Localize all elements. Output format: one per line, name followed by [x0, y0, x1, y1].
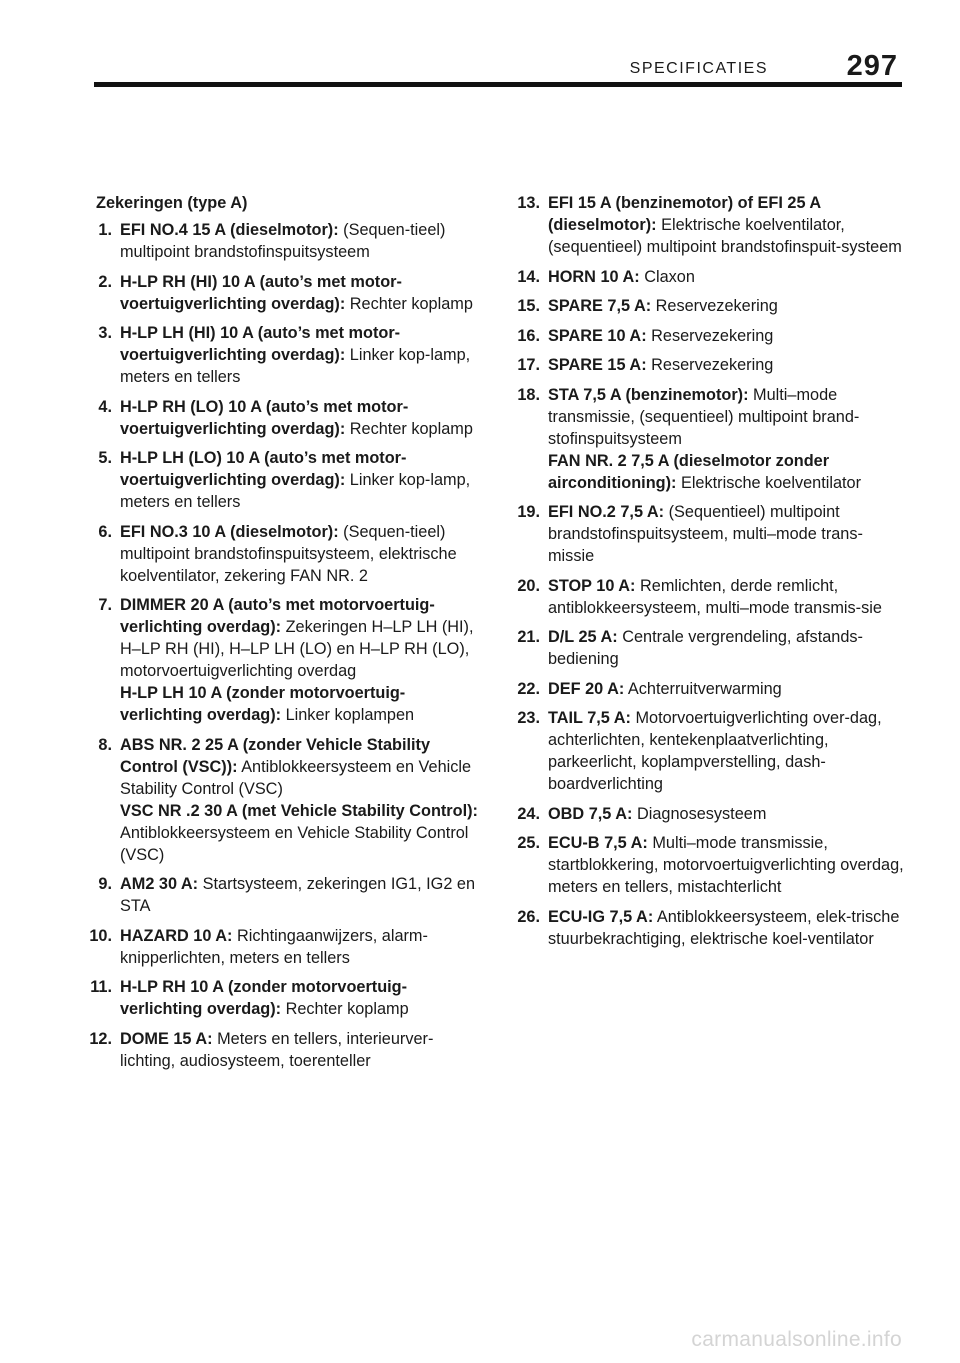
fuse-entry [120, 396, 486, 440]
fuse-label: DOME 15 A: [120, 1029, 213, 1048]
fuse-entry [548, 192, 906, 258]
fuse-item [78, 734, 486, 866]
left-column [78, 192, 486, 1079]
fuse-description: Remlichten, derde remlicht, antiblokkeersysteem, multi–mode transmis-sie [548, 576, 882, 617]
fuse-description: Achterruitverwarming [627, 679, 782, 698]
fuse-description: Rechter koplamp [349, 419, 473, 438]
fuse-number: 9. [98, 875, 112, 893]
list-heading: Zekeringen (type A) [96, 194, 248, 212]
fuse-entry [548, 295, 906, 317]
fuse-number: 12. [89, 1029, 112, 1048]
fuse-label: EFI NO.2 7,5 A: [548, 503, 665, 521]
fuse-item [506, 501, 906, 567]
fuse-label: HAZARD 10 A: [120, 926, 233, 945]
fuse-item [78, 925, 486, 969]
fuse-number: 16. [517, 326, 540, 345]
fuse-number: 1. [98, 221, 112, 239]
fuse-item [78, 396, 486, 440]
fuse-description: Meters en tellers, interieurver-lichting, audiosysteem, toerenteller [120, 1029, 434, 1070]
fuse-description: (Sequen-tieel) multipoint brandstofinspuitsysteem [120, 221, 446, 261]
fuse-item [506, 192, 906, 258]
fuse-entry [120, 1028, 486, 1072]
fuse-label: ABS NR. 2 25 A (zonder Vehicle Stability Control (VSC)): [120, 735, 431, 776]
fuse-number: 18. [517, 385, 540, 404]
fuse-entry [120, 271, 486, 315]
fuse-description: Antiblokkeersysteem, elek-trische stuurbekrachtiging, elektrische koel-ventilator [548, 907, 900, 948]
page-number: 297 [846, 50, 898, 82]
fuse-description: Reservezekering [651, 356, 774, 374]
fuse-list-left [78, 219, 486, 1072]
fuse-label: TAIL 7,5 A: [548, 709, 631, 727]
fuse-description: Linker kop-lamp, meters en tellers [120, 346, 471, 386]
fuse-item [506, 295, 906, 317]
fuse-item [506, 626, 906, 670]
fuse-item [506, 354, 906, 376]
fuse-item [506, 707, 906, 795]
fuse-label: STA 7,5 A (benzinemotor): [548, 385, 749, 404]
fuse-description: Multi–mode transmissie, startblokkering, motorvoertuigverlichting overdag, meters en tellers, mistachterlicht [548, 834, 904, 896]
fuse-description: Rechter koplamp [285, 1000, 409, 1018]
fuse-item [78, 873, 486, 917]
fuse-number: 21. [517, 628, 540, 646]
fuse-description: Startsysteem, zekeringen IG1, IG2 en STA [120, 875, 476, 915]
fuse-number: 2. [98, 272, 112, 291]
fuse-number: 25. [517, 834, 540, 852]
fuse-label: SPARE 7,5 A: [548, 297, 652, 315]
fuse-item [506, 384, 906, 494]
fuse-entry [548, 384, 906, 450]
fuse-label: AM2 30 A: [120, 875, 199, 893]
fuse-number: 14. [517, 267, 540, 286]
fuse-number: 8. [98, 735, 112, 754]
fuse-label: DIMMER 20 A (auto’s met motorvoertuig-verlichting overdag): [120, 596, 435, 636]
fuse-entry [548, 266, 906, 288]
fuse-description: Centrale vergrendeling, afstands-bediening [548, 628, 863, 668]
fuse-entry [548, 450, 906, 494]
fuse-item [78, 976, 486, 1020]
fuse-label: H-LP RH (LO) 10 A (auto’s met motor-voertuigverlichting overdag): [120, 397, 409, 438]
fuse-entry [548, 803, 906, 825]
fuse-entry [120, 734, 486, 800]
fuse-label: STOP 10 A: [548, 576, 636, 595]
fuse-number: 15. [517, 297, 540, 315]
fuse-description: Elektrische koelventilator, (sequentieel) multipoint brandstofinspuit-systeem [548, 216, 902, 256]
fuse-number: 3. [98, 324, 112, 342]
fuse-label: DEF 20 A: [548, 679, 625, 698]
fuse-description: Zekeringen H–LP LH (HI), H–LP RH (HI), H–LP LH (LO) en H–LP RH (LO), motorvoertuigverlichting overdag [120, 618, 474, 680]
fuse-entry [548, 501, 906, 567]
fuse-description: Antiblokkeersysteem en Vehicle Stability Control (VSC) [120, 823, 469, 864]
fuse-entry [120, 873, 486, 917]
fuse-entry [548, 906, 906, 950]
fuse-label: OBD 7,5 A: [548, 804, 633, 823]
fuse-entry [120, 682, 486, 726]
fuse-item [78, 447, 486, 513]
fuse-entry [548, 575, 906, 619]
fuse-label: ECU-IG 7,5 A: [548, 907, 654, 926]
fuse-number: 19. [517, 503, 540, 521]
fuse-item [78, 521, 486, 587]
fuse-number: 6. [98, 522, 112, 541]
fuse-number: 11. [90, 978, 112, 996]
fuse-item [506, 803, 906, 825]
fuse-number: 22. [517, 679, 540, 698]
right-column [506, 192, 906, 957]
fuse-description: (Sequentieel) multipoint brandstofinspuitsysteem, multi–mode trans-missie [548, 503, 863, 565]
fuse-item [78, 322, 486, 388]
fuse-entry [548, 678, 906, 700]
fuse-label: H-LP LH (HI) 10 A (auto’s met motor-voertuigverlichting overdag): [120, 324, 401, 364]
fuse-entry [120, 322, 486, 388]
fuse-number: 23. [517, 709, 540, 727]
fuse-entry [120, 800, 486, 866]
fuse-description: Reservezekering [651, 326, 774, 345]
fuse-item [78, 594, 486, 726]
fuse-description: Elektrische koelventilator [680, 473, 862, 492]
fuse-label: ECU-B 7,5 A: [548, 834, 648, 852]
fuse-description: Diagnosesysteem [636, 804, 767, 823]
fuse-entry [120, 925, 486, 969]
fuse-entry [120, 594, 486, 682]
fuse-item [506, 266, 906, 288]
fuse-list-right [506, 192, 906, 950]
fuse-label: EFI NO.3 10 A (dieselmotor): [120, 522, 339, 541]
fuse-description: Motorvoertuigverlichting over-dag, achterlichten, kentekenplaatverlichting, parkeerlicht, koplampverstelling, dash-boardverlichting [548, 709, 882, 793]
fuse-number: 10. [89, 926, 112, 945]
fuse-entry [548, 325, 906, 347]
fuse-description: Richtingaanwijzers, alarm-knipperlichten, meters en tellers [120, 926, 428, 967]
fuse-label: HORN 10 A: [548, 267, 640, 286]
fuse-label: FAN NR. 2 7,5 A (dieselmotor zonder airconditioning): [548, 451, 830, 492]
fuse-number: 4. [98, 397, 112, 416]
fuse-description: Linker kop-lamp, meters en tellers [120, 471, 471, 511]
fuse-entry [120, 521, 486, 587]
fuse-entry [548, 832, 906, 898]
fuse-number: 13. [517, 194, 540, 212]
fuse-label: H-LP LH 10 A (zonder motorvoertuig-verlichting overdag): [120, 684, 406, 724]
fuse-number: 20. [517, 576, 540, 595]
fuse-label: D/L 25 A: [548, 628, 618, 646]
fuse-item [506, 325, 906, 347]
watermark: carmanualsonline.info [691, 1328, 902, 1351]
fuse-number: 5. [98, 449, 112, 467]
fuse-number: 7. [98, 596, 112, 614]
fuse-label: H-LP LH (LO) 10 A (auto’s met motor-voertuigverlichting overdag): [120, 449, 407, 489]
fuse-label: VSC NR .2 30 A (met Vehicle Stability Control): [120, 801, 478, 820]
fuse-description: Rechter koplamp [349, 294, 473, 313]
fuse-description: Reservezekering [655, 297, 778, 315]
fuse-entry [548, 626, 906, 670]
fuse-entry [120, 976, 486, 1020]
fuse-item [78, 271, 486, 315]
fuse-number: 24. [517, 804, 540, 823]
fuse-number: 26. [517, 907, 540, 926]
page-header [0, 0, 960, 100]
fuse-item [506, 575, 906, 619]
fuse-label: H-LP RH (HI) 10 A (auto’s met motor-voertuigverlichting overdag): [120, 272, 402, 313]
header-rule [94, 82, 902, 87]
fuse-item [78, 1028, 486, 1072]
fuse-description: Multi–mode transmissie, (sequentieel) multipoint brand-stofinspuitsysteem [548, 385, 860, 448]
fuse-number: 17. [517, 356, 540, 374]
fuse-entry [120, 219, 486, 263]
fuse-item [506, 906, 906, 950]
fuse-label: SPARE 15 A: [548, 356, 647, 374]
fuse-label: SPARE 10 A: [548, 326, 647, 345]
fuse-description: Claxon [644, 267, 695, 286]
fuse-entry [548, 707, 906, 795]
fuse-label: EFI 15 A (benzinemotor) of EFI 25 A (dieselmotor): [548, 194, 821, 234]
fuse-description: (Sequen-tieel) multipoint brandstofinspuitsysteem, elektrische koelventilator, zekering FAN NR. 2 [120, 522, 457, 585]
fuse-item [506, 832, 906, 898]
section-title: SPECIFICATIES [629, 60, 768, 77]
fuse-description: Antiblokkeersysteem en Vehicle Stability Control (VSC) [120, 757, 472, 798]
fuse-label: EFI NO.4 15 A (dieselmotor): [120, 221, 339, 239]
fuse-item [506, 678, 906, 700]
fuse-label: H-LP RH 10 A (zonder motorvoertuig-verlichting overdag): [120, 978, 408, 1018]
fuse-entry [120, 447, 486, 513]
fuse-entry [548, 354, 906, 376]
fuse-description: Linker koplampen [285, 706, 415, 724]
fuse-item [78, 219, 486, 263]
